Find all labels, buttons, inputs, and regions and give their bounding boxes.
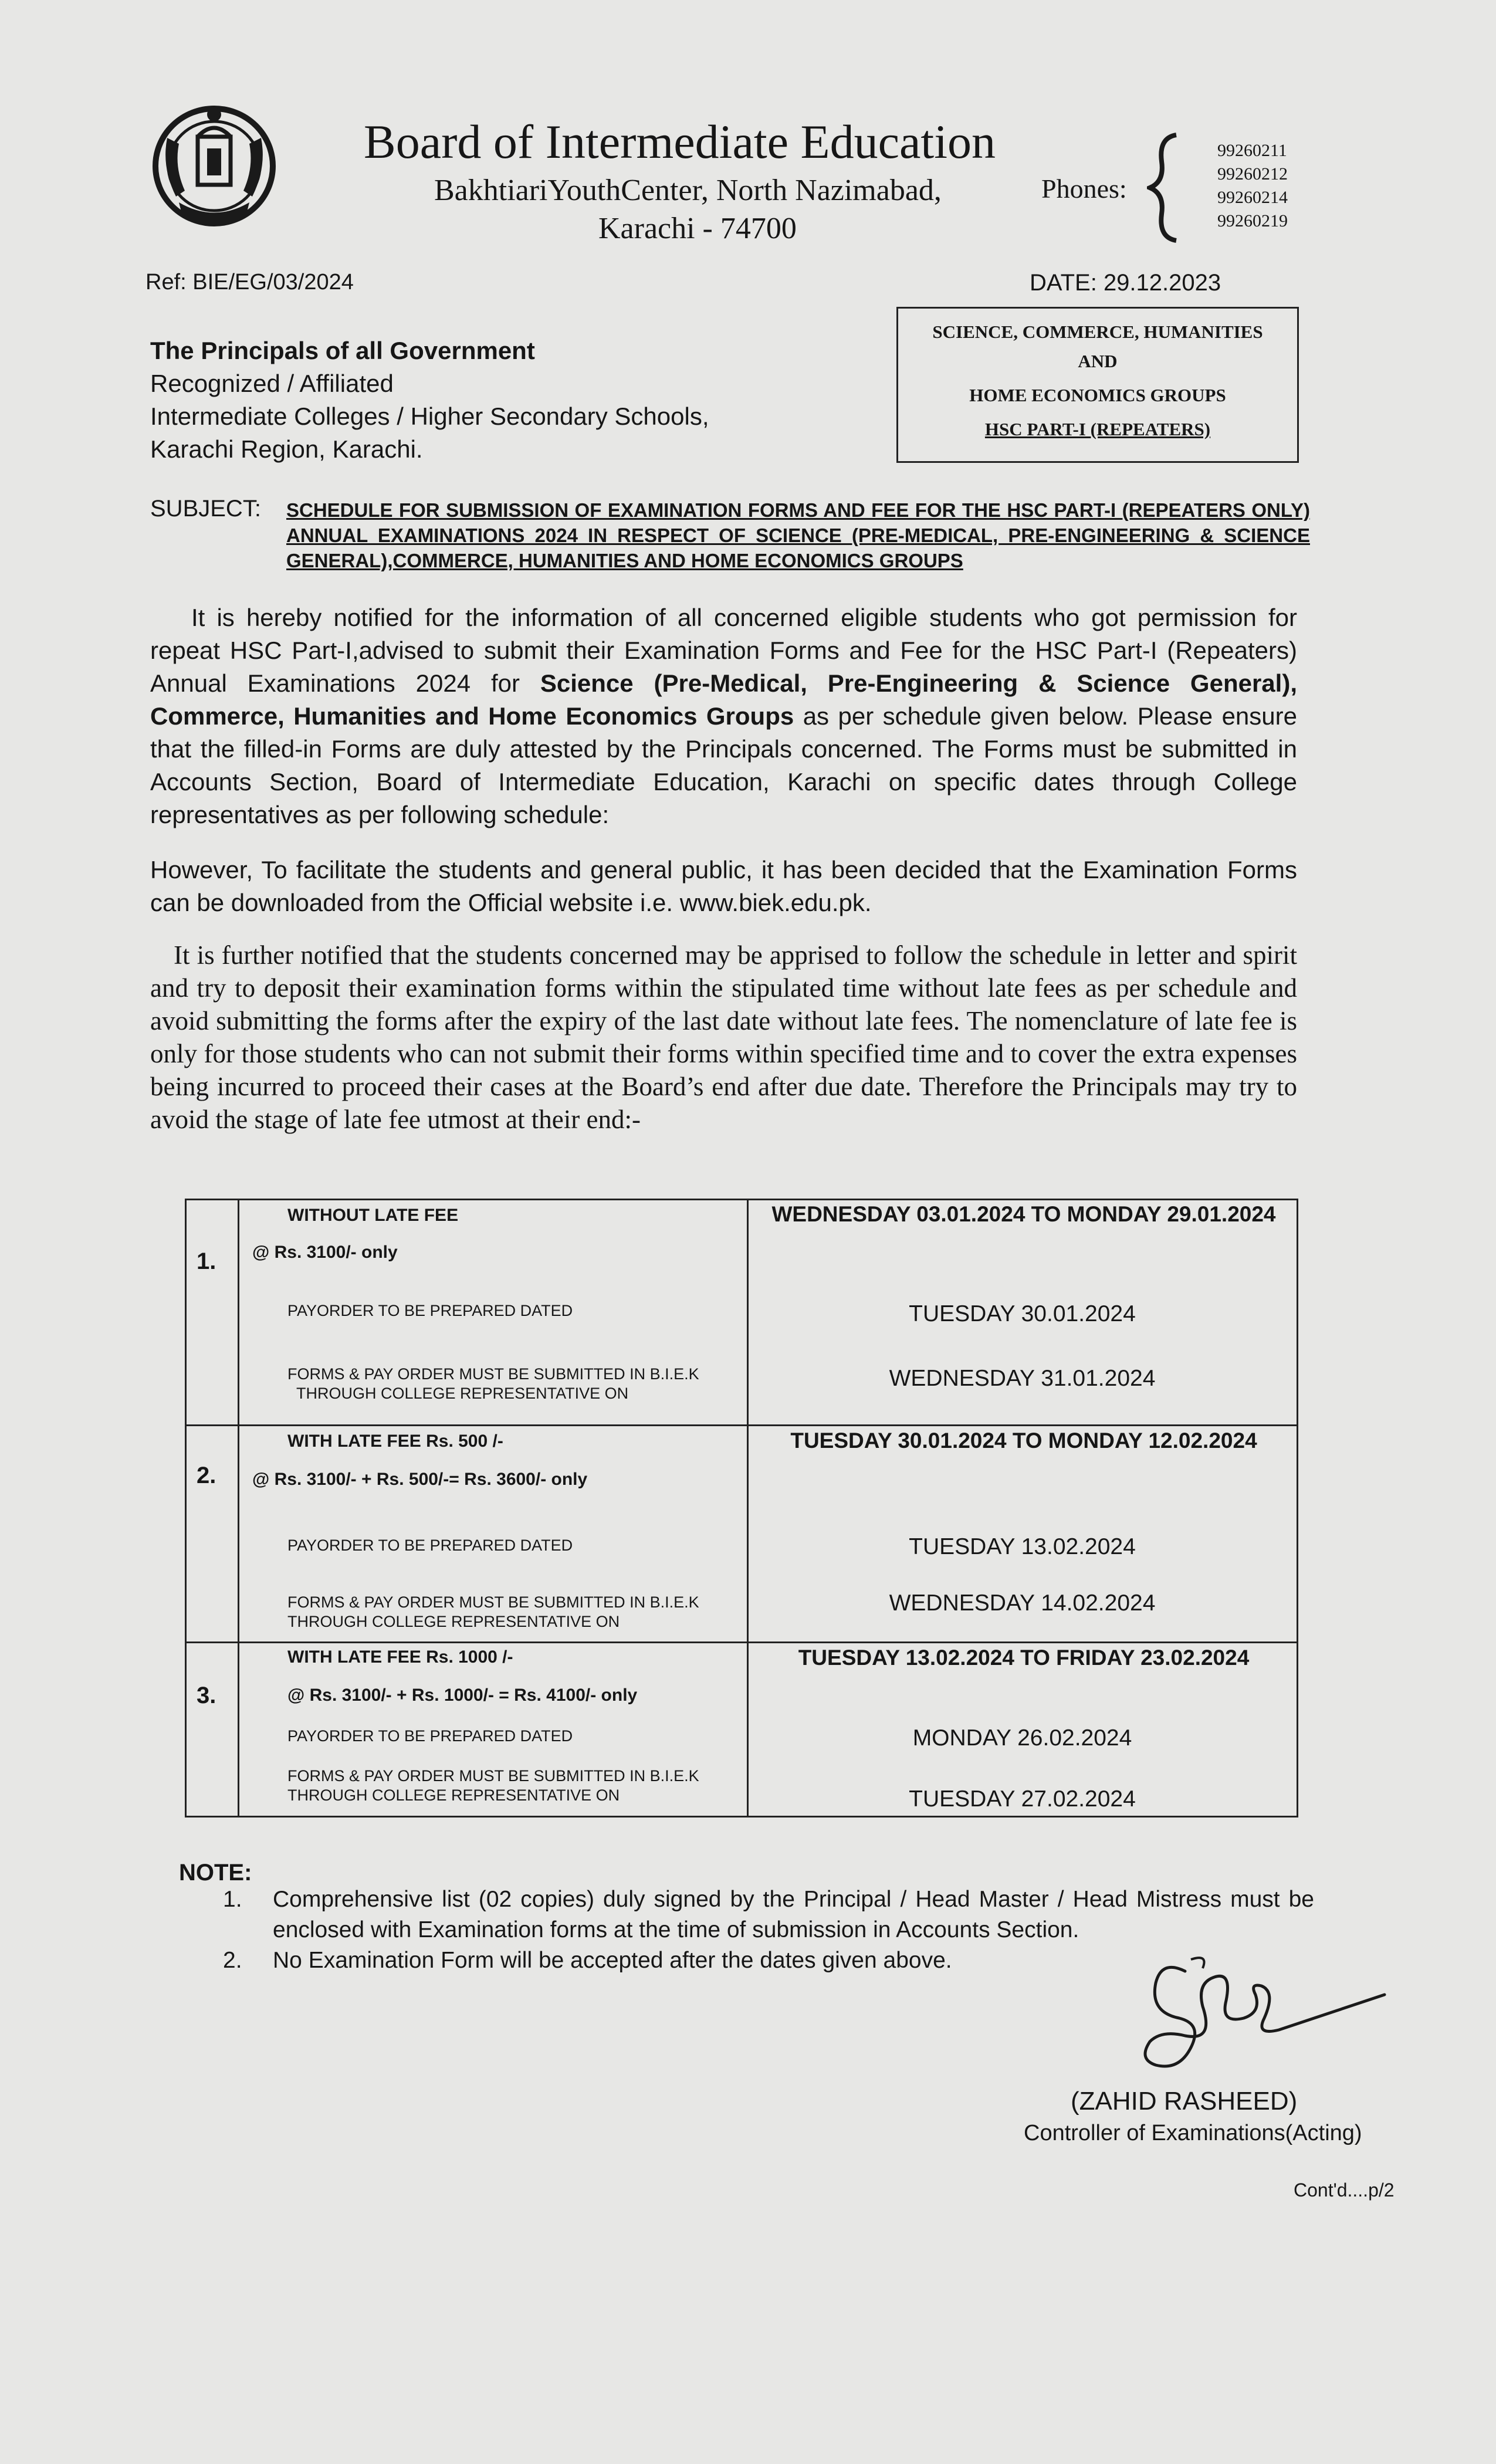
paragraph-text: It is hereby notified for the information of all concerned eligible students who got permission for repeat HSC Part-I,advised to submit their Examination Forms and Fee for the HSC Part-I (Repeaters) Annual Examinations 2024 for (150, 604, 1297, 697)
submit-date: WEDNESDAY 14.02.2024 (889, 1590, 1156, 1616)
subject-label: SUBJECT: (150, 496, 261, 522)
addressee-line: Recognized / Affiliated (150, 370, 394, 397)
table-row-divider (185, 1424, 1298, 1426)
payorder-label: PAYORDER TO BE PREPARED DATED (287, 1302, 573, 1319)
signature-icon (1115, 1936, 1396, 2094)
fee-amount: @ Rs. 3100/- + Rs. 1000/- = Rs. 4100/- only (287, 1685, 638, 1705)
note-label: NOTE: (179, 1860, 252, 1886)
addressee-line: Karachi Region, Karachi. (150, 435, 423, 463)
fee-amount: @ Rs. 3100/- only (252, 1243, 398, 1262)
submit-label: THROUGH COLLEGE REPRESENTATIVE ON (287, 1786, 620, 1804)
payorder-date: TUESDAY 30.01.2024 (909, 1301, 1136, 1326)
signatory-title: Controller of Examinations(Acting) (1024, 2121, 1362, 2145)
signatory-name: (ZAHID RASHEED) (1071, 2087, 1298, 2116)
letter-date: DATE: 29.12.2023 (1030, 270, 1221, 296)
submit-label: FORMS & PAY ORDER MUST BE SUBMITTED IN B.I.E.K (287, 1767, 699, 1785)
group-line: HOME ECONOMICS GROUPS (969, 385, 1226, 405)
paragraph-download: However, To facilitate the students and general public, it has been decided that the Examination Forms can be downloaded from the Official website i.e. www.biek.edu.pk. (150, 856, 1297, 916)
phone-number: 99260211 (1217, 141, 1287, 160)
phones-label: Phones: (1041, 174, 1127, 204)
addressee-block (150, 334, 709, 466)
paragraph-late-fee: It is further notified that the students concerned may be apprised to follow the schedule in letter and spirit and try to deposit their examination forms within the stipulated time without late fees as per schedule and avoid submitting the forms after the expiry of the last date without late fees. The nomenclature of late fee is only for those students who can not submit their forms within specified time and to cover the extra expenses being incurred to proceed their cases at the Board’s end after due date. Therefore the Principals may try to avoid the stage of late fee utmost at their end:- (150, 940, 1297, 1134)
reference-number: Ref: BIE/EG/03/2024 (145, 270, 354, 295)
submission-period: TUESDAY 30.01.2024 TO MONDAY 12.02.2024 (790, 1429, 1257, 1453)
submit-label: THROUGH COLLEGE REPRESENTATIVE ON (287, 1613, 620, 1630)
submit-date: WEDNESDAY 31.01.2024 (889, 1366, 1156, 1391)
continued-marker: Cont'd....p/2 (1294, 2179, 1395, 2201)
fee-title: WITH LATE FEE Rs. 500 /- (287, 1431, 503, 1451)
row-number: 1. (197, 1248, 216, 1274)
board-name: Board of Intermediate Education (364, 115, 996, 168)
payorder-date: MONDAY 26.02.2024 (912, 1725, 1132, 1751)
submission-period: TUESDAY 13.02.2024 TO FRIDAY 23.02.2024 (798, 1646, 1250, 1670)
phone-number: 99260214 (1217, 188, 1288, 207)
group-line: HSC PART-I (REPEATERS) (984, 419, 1211, 439)
board-address-line1: BakhtiariYouthCenter, North Nazimabad, (434, 174, 942, 207)
table-border-bottom (185, 1816, 1298, 1817)
paragraph-intro (150, 601, 1297, 831)
subject-text: SCHEDULE FOR SUBMISSION OF EXAMINATION FORMS AND FEE FOR THE HSC PART-I (REPEATERS ONLY) ANNUAL EXAMINATIONS 2024 IN RESPECT OF SCIENCE (PRE-MEDICAL, PRE-ENGINEERING & SCIENCE GENERAL),COMMERCE, HUMANITIES AND HOME ECONOMICS GROUPS (286, 499, 1310, 571)
payorder-label: PAYORDER TO BE PREPARED DATED (287, 1536, 573, 1554)
note-text: No Examination Form will be accepted after the dates given above. (273, 1948, 952, 1973)
note-number: 1. (223, 1887, 242, 1912)
fee-amount: @ Rs. 3100/- + Rs. 500/-= Rs. 3600/- only (252, 1470, 588, 1489)
group-line: AND (1078, 351, 1118, 371)
submit-label: THROUGH COLLEGE REPRESENTATIVE ON (296, 1385, 629, 1402)
board-seal-icon (144, 97, 285, 241)
note-number: 2. (223, 1948, 242, 1973)
table-row-divider (185, 1641, 1298, 1643)
row-number: 3. (197, 1683, 216, 1708)
fee-title: WITHOUT LATE FEE (287, 1206, 459, 1225)
table-column-divider (238, 1199, 239, 1817)
board-address-line2: Karachi - 74700 (598, 212, 797, 245)
schedule-table (185, 1199, 1298, 1817)
payorder-date: TUESDAY 13.02.2024 (909, 1534, 1136, 1559)
table-border-right (1297, 1199, 1298, 1817)
note-text: Comprehensive list (02 copies) duly signed by the Principal / Head Master / Head Mistress must be enclosed with Examination forms at the time of submission in Accounts Section. (273, 1887, 1314, 1942)
paragraph-bold-text: Science (Pre-Medical, Pre-Engineering & Science General), Commerce, Humanities and Home Economics Groups (150, 669, 1297, 730)
addressee-line: Intermediate Colleges / Higher Secondary Schools, (150, 402, 709, 430)
paragraph-text: as per schedule given below. Please ensure that the filled-in Forms are duly attested by the Principals concerned. The Forms must be submitted in Accounts Section, Board of Intermediate Education, Karachi on specific dates through College representatives as per following schedule: (150, 702, 1297, 828)
submit-label: FORMS & PAY ORDER MUST BE SUBMITTED IN B.I.E.K (287, 1365, 699, 1383)
fee-title: WITH LATE FEE Rs. 1000 /- (287, 1647, 513, 1667)
table-column-divider (747, 1199, 749, 1817)
phone-list (1217, 139, 1288, 233)
submission-period: WEDNESDAY 03.01.2024 TO MONDAY 29.01.2024 (771, 1202, 1276, 1226)
addressee-line: The Principals of all Government (150, 337, 535, 364)
table-border-top (185, 1199, 1298, 1200)
row-number: 2. (197, 1463, 216, 1488)
submit-label: FORMS & PAY ORDER MUST BE SUBMITTED IN B.I.E.K (287, 1593, 699, 1611)
group-line: SCIENCE, COMMERCE, HUMANITIES (932, 321, 1263, 342)
table-border-left (185, 1199, 187, 1817)
submit-date: TUESDAY 27.02.2024 (909, 1786, 1136, 1812)
phone-number: 99260212 (1217, 164, 1288, 184)
phone-number: 99260219 (1217, 211, 1288, 231)
payorder-label: PAYORDER TO BE PREPARED DATED (287, 1727, 573, 1745)
brace-icon (1147, 132, 1182, 243)
group-box (896, 307, 1299, 463)
